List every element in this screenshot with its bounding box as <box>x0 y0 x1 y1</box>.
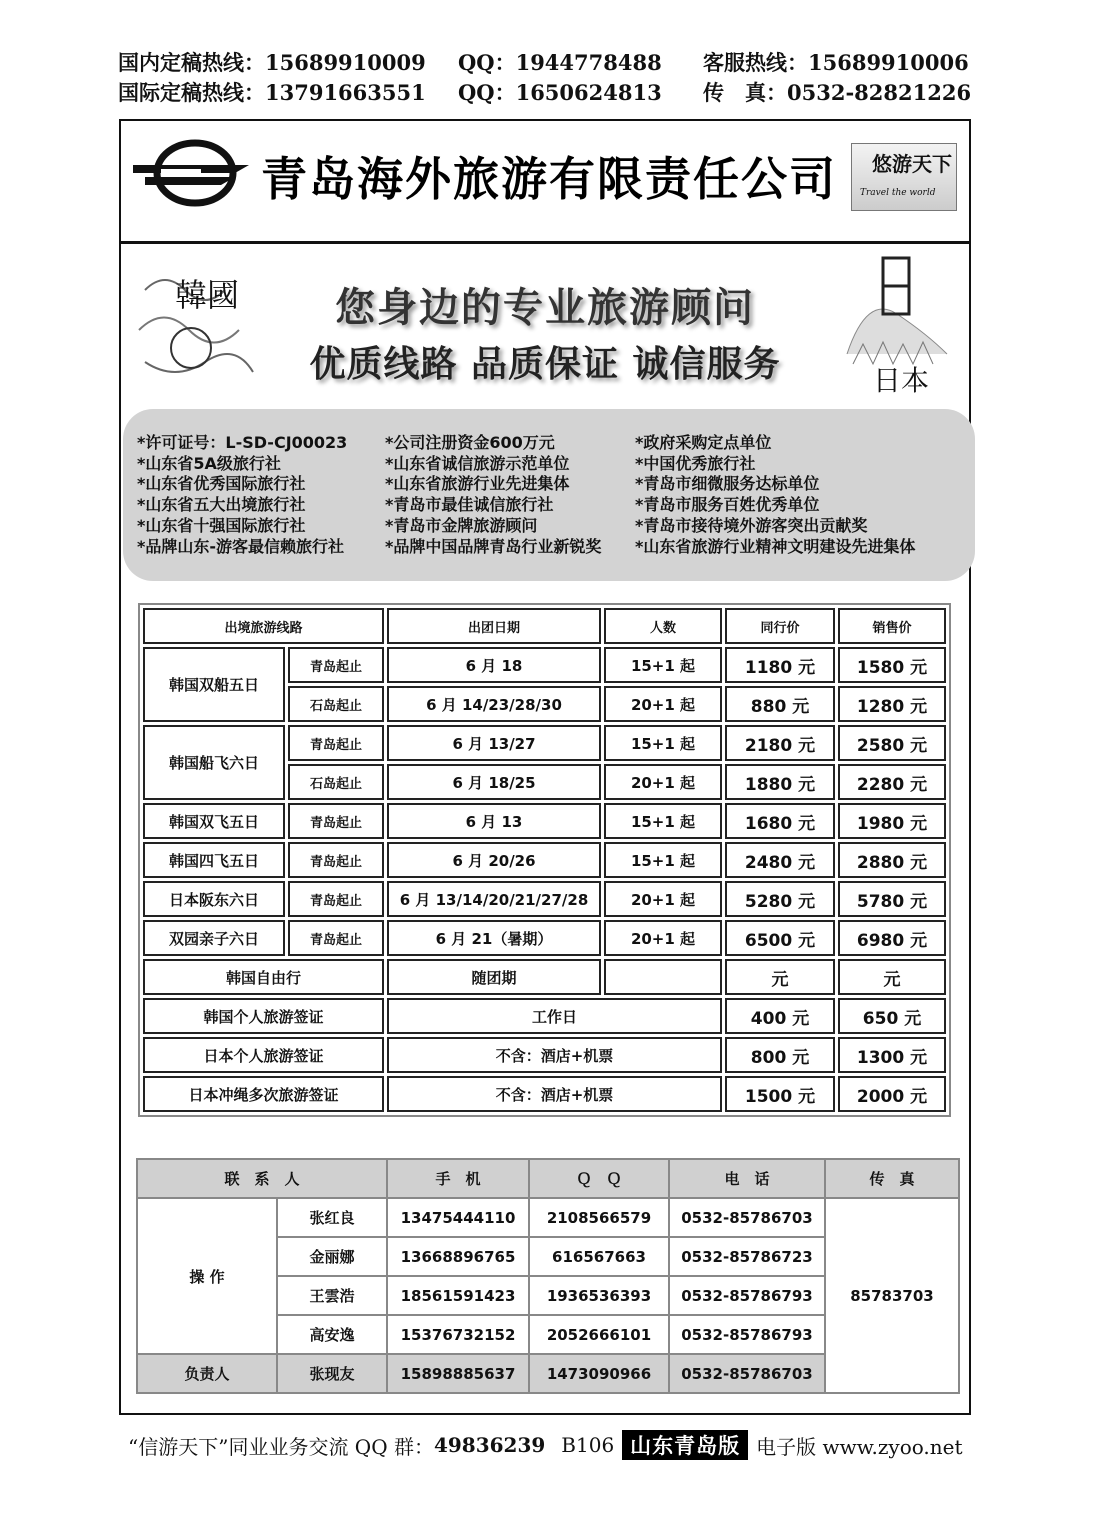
company-name: 青岛海外旅游有限责任公司 <box>261 152 837 206</box>
company-logo <box>131 139 251 207</box>
route-depart: 青岛起止 <box>288 647 384 683</box>
honor-item: *青岛市接待境外游客突出贡献奖 <box>635 515 868 535</box>
route-trade-price: 1180 元 <box>725 647 835 683</box>
header-fax: 传 真 <box>825 1159 959 1198</box>
header-phone: 电 话 <box>669 1159 825 1198</box>
leader-phone: 0532-85786703 <box>669 1354 825 1393</box>
honors-panel <box>123 409 975 581</box>
contact-name: 高安逸 <box>277 1315 387 1354</box>
route-people: 20+1 起 <box>604 881 722 917</box>
route-name: 韩国双飞五日 <box>143 803 285 839</box>
header-qq: Ｑ Ｑ <box>529 1159 669 1198</box>
japan-seal-image <box>839 254 955 394</box>
table-row <box>143 647 946 683</box>
visa-trade-price: 400 元 <box>725 998 835 1034</box>
contacts-table <box>136 1158 960 1394</box>
honor-item: *山东省十强国际旅行社 <box>137 515 306 535</box>
route-retail-price: 2280 元 <box>838 764 946 800</box>
fax-line: 传 真：0532-82821226 <box>703 80 972 105</box>
company-header <box>121 121 969 244</box>
route-retail-price: 1980 元 <box>838 803 946 839</box>
footer-edition: 山东青岛版 <box>622 1430 748 1460</box>
honor-item: *品牌山东-游客最信赖旅行社 <box>137 536 345 556</box>
contact-phone: 0532-85786703 <box>669 1198 825 1237</box>
contact-qq: 2108566579 <box>529 1198 669 1237</box>
route-date: 6 月 20/26 <box>387 842 601 878</box>
route-retail-price: 元 <box>838 959 946 995</box>
honor-item: *政府采购定点单位 <box>635 433 772 452</box>
visa-trade-price: 1500 元 <box>725 1076 835 1112</box>
footer-suffix: 电子版 www.zyoo.net <box>756 1434 963 1459</box>
route-trade-price: 1680 元 <box>725 803 835 839</box>
hotline-row-international <box>118 78 978 108</box>
visa-name: 日本个人旅游签证 <box>143 1037 384 1073</box>
honor-item: *青岛市最佳诚信旅行社 <box>385 495 554 515</box>
table-row <box>143 803 946 839</box>
leader-name: 张现友 <box>277 1354 387 1393</box>
honor-item: *山东省旅游行业先进集体 <box>385 474 570 494</box>
route-retail-price: 2880 元 <box>838 842 946 878</box>
korea-seal-char-1: 韓國 <box>175 276 240 314</box>
honor-item: *青岛市服务百姓优秀单位 <box>635 495 820 515</box>
route-retail-price: 1280 元 <box>838 686 946 722</box>
header-people: 人数 <box>604 608 722 644</box>
honor-item: *山东省5A级旅行社 <box>137 453 281 473</box>
header-retail-price: 销售价 <box>838 608 946 644</box>
international-hotline: 国际定稿热线：13791663551 <box>118 80 426 105</box>
route-depart: 青岛起止 <box>288 725 384 761</box>
honor-item: *青岛市细微服务达标单位 <box>635 474 820 494</box>
route-trade-price: 5280 元 <box>725 881 835 917</box>
service-hotline: 客服热线：15689910006 <box>703 50 969 75</box>
route-name: 韩国自由行 <box>143 959 384 995</box>
ad-frame <box>119 119 971 1415</box>
route-retail-price: 5780 元 <box>838 881 946 917</box>
table-row <box>143 725 946 761</box>
footer-page: B106 <box>561 1433 615 1457</box>
table-row <box>143 998 946 1034</box>
contact-qq: 616567663 <box>529 1237 669 1276</box>
table-row <box>143 920 946 956</box>
honor-item: *中国优秀旅行社 <box>635 453 756 473</box>
route-people: 15+1 起 <box>604 725 722 761</box>
footer-prefix: “信游天下”同业业务交流 QQ 群： <box>128 1434 434 1459</box>
japan-seal-text: 日本 <box>873 364 930 394</box>
slogan-line-1: 您身边的专业旅游顾问 <box>335 285 755 331</box>
visa-name: 日本冲绳多次旅游签证 <box>143 1076 384 1112</box>
route-name: 日本阪东六日 <box>143 881 285 917</box>
honor-item: *山东省五大出境旅行社 <box>137 495 306 515</box>
route-name: 双园亲子六日 <box>143 920 285 956</box>
routes-table <box>138 603 951 1117</box>
route-retail-price: 6980 元 <box>838 920 946 956</box>
visa-retail-price: 1300 元 <box>838 1037 946 1073</box>
contact-mobile: 18561591423 <box>387 1276 529 1315</box>
route-depart: 石岛起止 <box>288 764 384 800</box>
brand-logo <box>851 143 957 211</box>
route-people: 20+1 起 <box>604 764 722 800</box>
leader-mobile: 15898885637 <box>387 1354 529 1393</box>
visa-trade-price: 800 元 <box>725 1037 835 1073</box>
route-date: 6 月 21（暑期） <box>387 920 601 956</box>
route-date: 6 月 18 <box>387 647 601 683</box>
header-mobile: 手 机 <box>387 1159 529 1198</box>
route-name: 韩国双船五日 <box>143 647 285 722</box>
visa-note: 工作日 <box>387 998 722 1034</box>
route-trade-price: 6500 元 <box>725 920 835 956</box>
contact-name: 张红良 <box>277 1198 387 1237</box>
honor-item: *山东省旅游行业精神文明建设先进集体 <box>635 536 916 556</box>
route-depart: 青岛起止 <box>288 920 384 956</box>
route-date: 6 月 14/23/28/30 <box>387 686 601 722</box>
route-people: 15+1 起 <box>604 803 722 839</box>
route-trade-price: 880 元 <box>725 686 835 722</box>
route-date: 6 月 13/27 <box>387 725 601 761</box>
visa-note: 不含：酒店+机票 <box>387 1076 722 1112</box>
contact-mobile: 15376732152 <box>387 1315 529 1354</box>
routes-header-row <box>143 608 946 644</box>
contact-phone: 0532-85786793 <box>669 1315 825 1354</box>
route-people <box>604 959 722 995</box>
honor-item: *公司注册资金600万元 <box>385 433 555 452</box>
visa-retail-price: 650 元 <box>838 998 946 1034</box>
route-depart: 青岛起止 <box>288 881 384 917</box>
table-row <box>143 881 946 917</box>
table-row <box>137 1198 959 1237</box>
contact-qq: 2052666101 <box>529 1315 669 1354</box>
route-retail-price: 1580 元 <box>838 647 946 683</box>
honor-item: *山东省优秀国际旅行社 <box>137 474 306 494</box>
visa-retail-price: 2000 元 <box>838 1076 946 1112</box>
honors-grid <box>137 433 965 557</box>
header-trade-price: 同行价 <box>725 608 835 644</box>
route-trade-price: 2480 元 <box>725 842 835 878</box>
table-row <box>143 1076 946 1112</box>
route-date: 6 月 13/14/20/21/27/28 <box>387 881 601 917</box>
visa-note: 不含：酒店+机票 <box>387 1037 722 1073</box>
contact-phone: 0532-85786723 <box>669 1237 825 1276</box>
route-trade-price: 2180 元 <box>725 725 835 761</box>
contact-phone: 0532-85786793 <box>669 1276 825 1315</box>
slogan-line-2: 优质线路 品质保证 诚信服务 <box>309 344 781 385</box>
hotlines <box>118 48 978 108</box>
route-depart: 青岛起止 <box>288 842 384 878</box>
header-date: 出团日期 <box>387 608 601 644</box>
route-trade-price: 1880 元 <box>725 764 835 800</box>
contact-qq: 1936536393 <box>529 1276 669 1315</box>
domestic-hotline: 国内定稿热线：15689910009 <box>118 50 426 75</box>
route-depart: 青岛起止 <box>288 803 384 839</box>
leader-role: 负责人 <box>137 1354 277 1393</box>
table-row <box>143 959 946 995</box>
table-row <box>143 842 946 878</box>
leader-qq: 1473090966 <box>529 1354 669 1393</box>
header-contact: 联 系 人 <box>137 1159 387 1198</box>
route-name: 韩国船飞六日 <box>143 725 285 800</box>
contacts-header-row <box>137 1159 959 1198</box>
route-date: 6 月 18/25 <box>387 764 601 800</box>
route-date: 6 月 13 <box>387 803 601 839</box>
route-people: 15+1 起 <box>604 647 722 683</box>
route-date: 随团期 <box>387 959 601 995</box>
honor-item: *山东省诚信旅游示范单位 <box>385 453 570 473</box>
header-route: 出境旅游线路 <box>143 608 384 644</box>
contact-group: 操 作 <box>137 1198 277 1354</box>
honor-item: *青岛市金牌旅游顾问 <box>385 515 538 535</box>
route-name: 韩国四飞五日 <box>143 842 285 878</box>
honor-item: *品牌中国品牌青岛行业新锐奖 <box>385 536 602 556</box>
hotline-row-domestic <box>118 48 978 78</box>
table-row <box>143 1037 946 1073</box>
slogan-area <box>121 244 969 404</box>
footer <box>128 1430 963 1460</box>
route-trade-price: 元 <box>725 959 835 995</box>
route-people: 15+1 起 <box>604 842 722 878</box>
international-qq: QQ：1650624813 <box>458 80 662 105</box>
contact-fax: 85783703 <box>825 1198 959 1393</box>
route-depart: 石岛起止 <box>288 686 384 722</box>
contact-name: 王雲浩 <box>277 1276 387 1315</box>
brand-sub-text: Travel the world <box>860 188 936 198</box>
honor-item: *许可证号：L-SD-CJ00023 <box>137 433 348 452</box>
footer-qq-group: 49836239 <box>433 1433 546 1457</box>
contact-mobile: 13668896765 <box>387 1237 529 1276</box>
contact-name: 金丽娜 <box>277 1237 387 1276</box>
route-people: 20+1 起 <box>604 920 722 956</box>
route-retail-price: 2580 元 <box>838 725 946 761</box>
route-people: 20+1 起 <box>604 686 722 722</box>
domestic-qq: QQ：1944778488 <box>458 50 662 75</box>
brand-main-text: 悠游天下 <box>872 152 952 176</box>
visa-name: 韩国个人旅游签证 <box>143 998 384 1034</box>
contact-mobile: 13475444110 <box>387 1198 529 1237</box>
